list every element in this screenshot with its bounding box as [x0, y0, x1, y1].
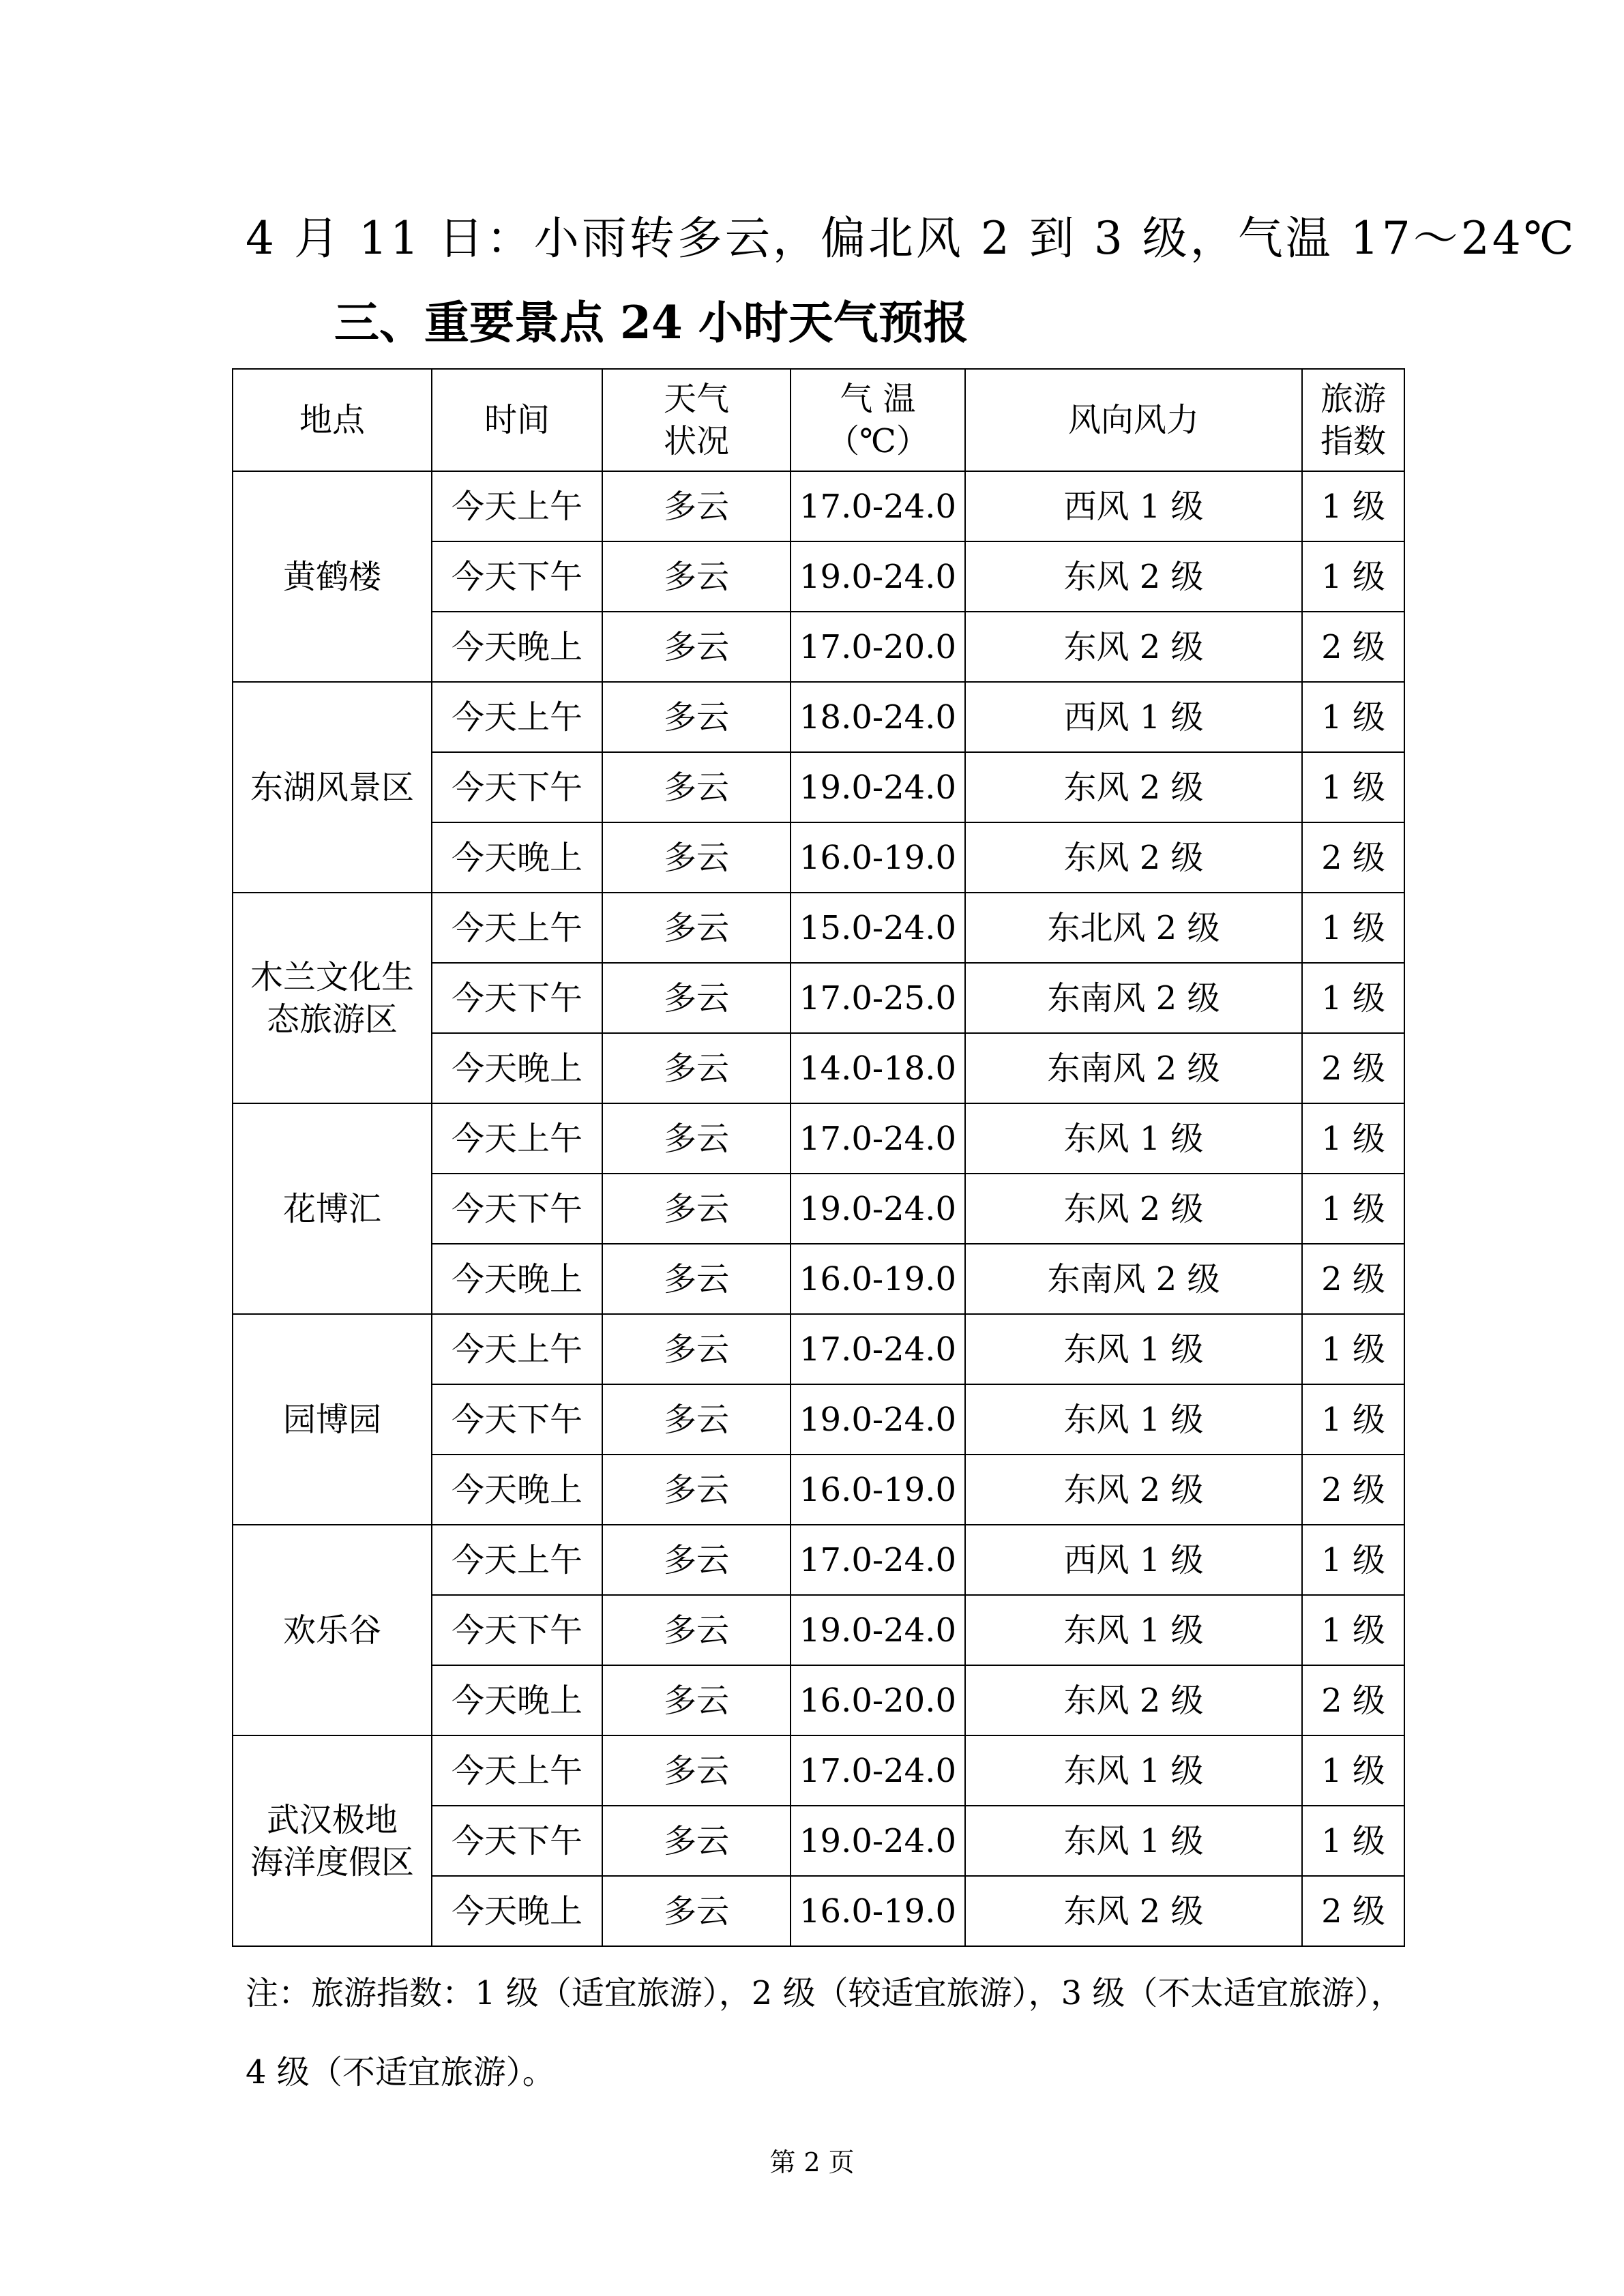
cell-travel-index: 2 级: [1302, 1033, 1404, 1103]
cell-wind: 东风 2 级: [965, 612, 1302, 682]
forecast-summary: 4 月 11 日：小雨转多云，偏北风 2 到 3 级，气温 17～24℃: [246, 212, 1577, 265]
cell-wind: 东风 1 级: [965, 1735, 1302, 1806]
weather-forecast-table: [232, 368, 1405, 1947]
cell-travel-index: 1 级: [1302, 682, 1404, 752]
cell-temperature: 19.0-24.0: [791, 1384, 965, 1455]
cell-weather: 多云: [602, 541, 791, 612]
cell-location: 黄鹤楼: [233, 471, 432, 682]
cell-wind: 东风 1 级: [965, 1103, 1302, 1174]
cell-weather: 多云: [602, 1595, 791, 1665]
cell-wind: 东风 2 级: [965, 1174, 1302, 1244]
cell-time: 今天晚上: [432, 1455, 602, 1525]
cell-temperature: 17.0-24.0: [791, 1314, 965, 1384]
cell-weather: 多云: [602, 1876, 791, 1946]
cell-travel-index: 1 级: [1302, 471, 1404, 541]
cell-temperature: 18.0-24.0: [791, 682, 965, 752]
cell-wind: 东南风 2 级: [965, 1244, 1302, 1314]
cell-temperature: 19.0-24.0: [791, 1806, 965, 1876]
cell-time: 今天上午: [432, 1525, 602, 1595]
cell-temperature: 16.0-19.0: [791, 1455, 965, 1525]
note-line-1: 注：旅游指数：1 级（适宜旅游），2 级（较适宜旅游），3 级（不太适宜旅游），: [246, 1974, 1404, 2012]
cell-time: 今天下午: [432, 752, 602, 822]
cell-location: 园博园: [233, 1314, 432, 1525]
cell-weather: 多云: [602, 682, 791, 752]
cell-weather: 多云: [602, 893, 791, 963]
cell-weather: 多云: [602, 1735, 791, 1806]
cell-time: 今天上午: [432, 682, 602, 752]
cell-time: 今天下午: [432, 1174, 602, 1244]
cell-weather: 多云: [602, 1033, 791, 1103]
cell-wind: 东风 2 级: [965, 822, 1302, 893]
cell-weather: 多云: [602, 752, 791, 822]
cell-travel-index: 1 级: [1302, 752, 1404, 822]
cell-travel-index: 1 级: [1302, 541, 1404, 612]
cell-time: 今天上午: [432, 893, 602, 963]
cell-time: 今天上午: [432, 471, 602, 541]
cell-travel-index: 2 级: [1302, 822, 1404, 893]
cell-location: 木兰文化生 态旅游区: [233, 893, 432, 1103]
cell-travel-index: 1 级: [1302, 1735, 1404, 1806]
cell-time: 今天下午: [432, 963, 602, 1033]
cell-temperature: 15.0-24.0: [791, 893, 965, 963]
table-row: [233, 1735, 1404, 1806]
cell-time: 今天晚上: [432, 1244, 602, 1314]
cell-travel-index: 1 级: [1302, 1384, 1404, 1455]
cell-temperature: 17.0-24.0: [791, 1735, 965, 1806]
header-time: 时间: [432, 369, 602, 471]
cell-wind: 西风 1 级: [965, 1525, 1302, 1595]
cell-travel-index: 2 级: [1302, 1665, 1404, 1735]
note: [246, 1954, 1405, 2112]
cell-wind: 东风 2 级: [965, 1665, 1302, 1735]
cell-temperature: 19.0-24.0: [791, 541, 965, 612]
cell-weather: 多云: [602, 1665, 791, 1735]
cell-wind: 东北风 2 级: [965, 893, 1302, 963]
header-weather: 天气 状况: [602, 369, 791, 471]
cell-time: 今天下午: [432, 1806, 602, 1876]
cell-travel-index: 1 级: [1302, 1595, 1404, 1665]
cell-weather: 多云: [602, 612, 791, 682]
cell-temperature: 16.0-20.0: [791, 1665, 965, 1735]
cell-wind: 西风 1 级: [965, 471, 1302, 541]
cell-weather: 多云: [602, 1103, 791, 1174]
cell-location: 武汉极地 海洋度假区: [233, 1735, 432, 1946]
section-heading: 三、重要景点 24 小时天气预报: [334, 296, 969, 349]
table-row: [233, 682, 1404, 752]
cell-time: 今天下午: [432, 1595, 602, 1665]
cell-temperature: 19.0-24.0: [791, 752, 965, 822]
cell-temperature: 16.0-19.0: [791, 1244, 965, 1314]
cell-wind: 东风 2 级: [965, 1455, 1302, 1525]
cell-wind: 东风 1 级: [965, 1806, 1302, 1876]
table-row: [233, 1103, 1404, 1174]
cell-location: 东湖风景区: [233, 682, 432, 893]
note-line-2: 4 级（不适宜旅游）。: [246, 2053, 555, 2091]
cell-temperature: 19.0-24.0: [791, 1595, 965, 1665]
cell-time: 今天晚上: [432, 612, 602, 682]
cell-weather: 多云: [602, 1314, 791, 1384]
table-row: [233, 471, 1404, 541]
header-temperature: 气 温 （℃）: [791, 369, 965, 471]
cell-weather: 多云: [602, 1525, 791, 1595]
cell-travel-index: 2 级: [1302, 1244, 1404, 1314]
table-row: [233, 1314, 1404, 1384]
header-location: 地点: [233, 369, 432, 471]
cell-temperature: 17.0-24.0: [791, 1525, 965, 1595]
cell-travel-index: 1 级: [1302, 963, 1404, 1033]
cell-weather: 多云: [602, 1174, 791, 1244]
cell-wind: 东风 2 级: [965, 1876, 1302, 1946]
table-body: [233, 471, 1404, 1946]
cell-temperature: 19.0-24.0: [791, 1174, 965, 1244]
cell-wind: 东风 1 级: [965, 1595, 1302, 1665]
cell-time: 今天下午: [432, 541, 602, 612]
cell-wind: 东风 1 级: [965, 1314, 1302, 1384]
table-row: [233, 893, 1404, 963]
cell-location: 欢乐谷: [233, 1525, 432, 1735]
cell-time: 今天晚上: [432, 822, 602, 893]
cell-travel-index: 1 级: [1302, 1806, 1404, 1876]
page-number: 第 2 页: [769, 2147, 855, 2177]
cell-weather: 多云: [602, 1384, 791, 1455]
cell-weather: 多云: [602, 963, 791, 1033]
cell-wind: 东风 2 级: [965, 541, 1302, 612]
cell-travel-index: 1 级: [1302, 1103, 1404, 1174]
cell-temperature: 16.0-19.0: [791, 822, 965, 893]
header-wind: 风向风力: [965, 369, 1302, 471]
cell-time: 今天晚上: [432, 1876, 602, 1946]
cell-wind: 东风 2 级: [965, 752, 1302, 822]
cell-temperature: 16.0-19.0: [791, 1876, 965, 1946]
cell-weather: 多云: [602, 822, 791, 893]
cell-travel-index: 2 级: [1302, 612, 1404, 682]
cell-travel-index: 1 级: [1302, 1525, 1404, 1595]
cell-weather: 多云: [602, 1244, 791, 1314]
cell-time: 今天上午: [432, 1314, 602, 1384]
cell-location: 花博汇: [233, 1103, 432, 1314]
cell-weather: 多云: [602, 1806, 791, 1876]
cell-wind: 东风 1 级: [965, 1384, 1302, 1455]
cell-wind: 东南风 2 级: [965, 1033, 1302, 1103]
table-header-row: [233, 369, 1404, 471]
cell-temperature: 17.0-24.0: [791, 471, 965, 541]
cell-time: 今天上午: [432, 1103, 602, 1174]
header-travel-index: 旅游 指数: [1302, 369, 1404, 471]
cell-travel-index: 1 级: [1302, 1314, 1404, 1384]
cell-time: 今天晚上: [432, 1665, 602, 1735]
cell-travel-index: 2 级: [1302, 1876, 1404, 1946]
cell-weather: 多云: [602, 1455, 791, 1525]
cell-wind: 西风 1 级: [965, 682, 1302, 752]
cell-time: 今天晚上: [432, 1033, 602, 1103]
cell-temperature: 17.0-20.0: [791, 612, 965, 682]
table-row: [233, 1525, 1404, 1595]
cell-travel-index: 1 级: [1302, 893, 1404, 963]
cell-temperature: 17.0-25.0: [791, 963, 965, 1033]
cell-wind: 东南风 2 级: [965, 963, 1302, 1033]
cell-travel-index: 2 级: [1302, 1455, 1404, 1525]
cell-time: 今天下午: [432, 1384, 602, 1455]
cell-time: 今天上午: [432, 1735, 602, 1806]
cell-temperature: 14.0-18.0: [791, 1033, 965, 1103]
cell-travel-index: 1 级: [1302, 1174, 1404, 1244]
cell-temperature: 17.0-24.0: [791, 1103, 965, 1174]
cell-weather: 多云: [602, 471, 791, 541]
